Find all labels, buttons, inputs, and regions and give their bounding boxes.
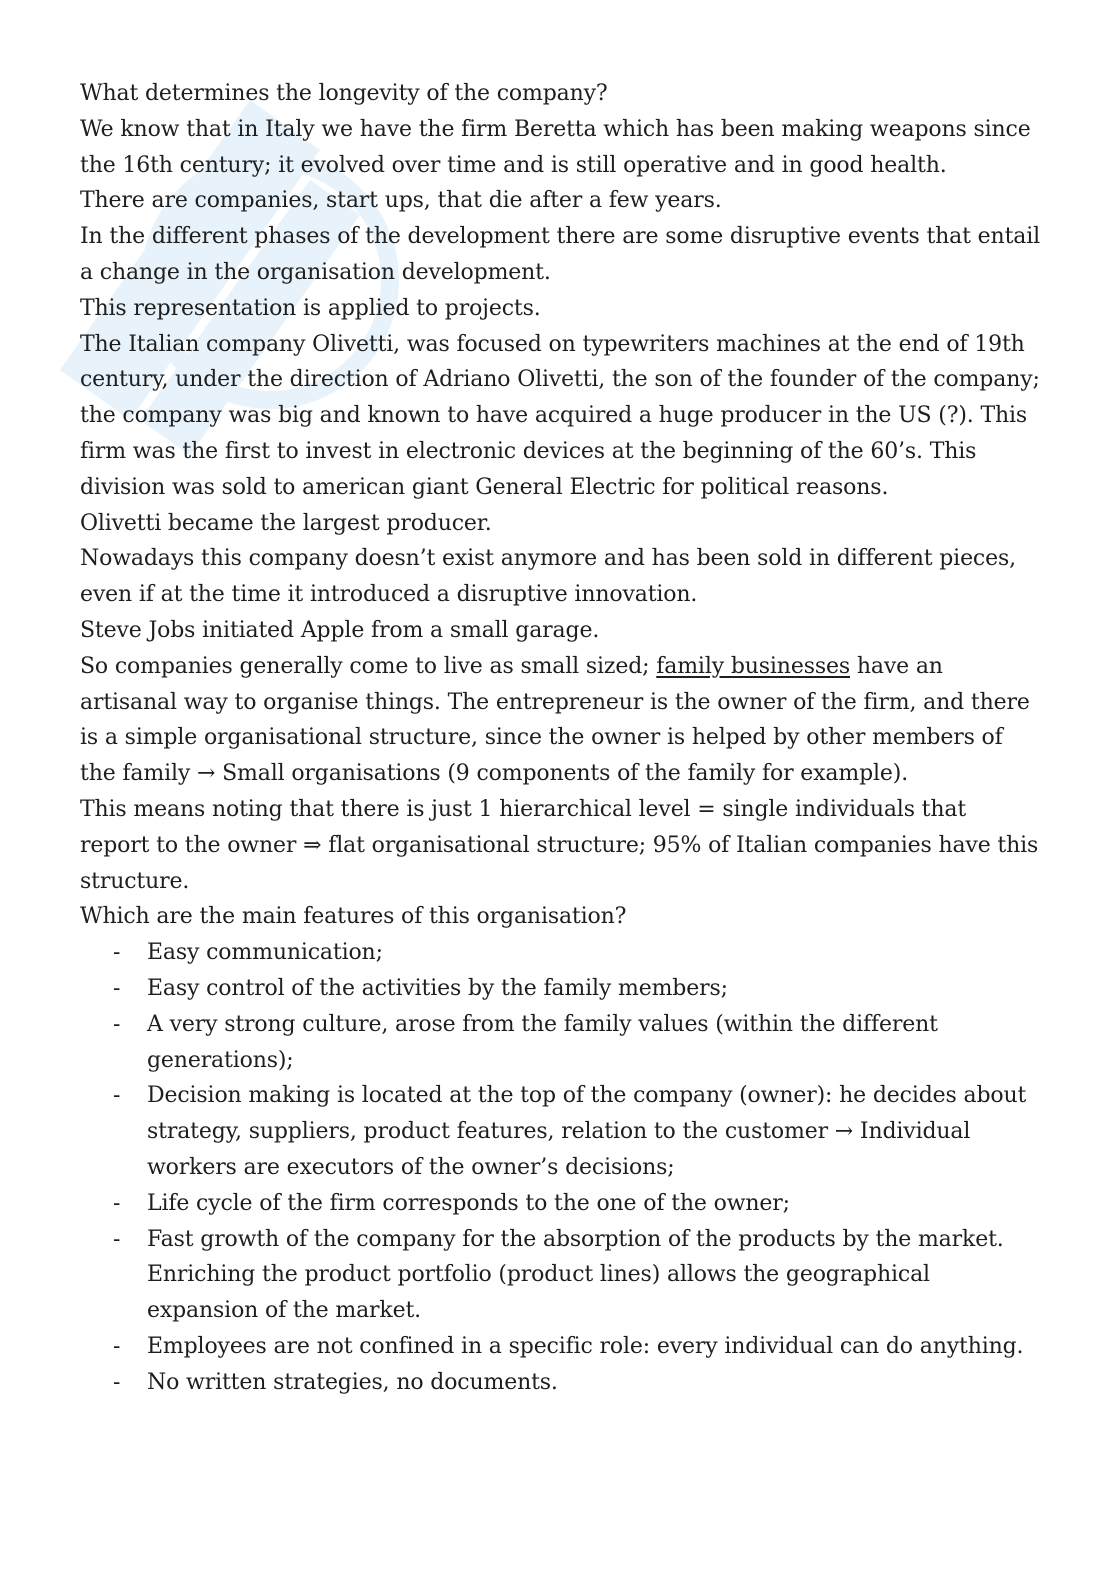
family-text-before: So companies generally come to live as small sized;	[80, 653, 657, 679]
paragraph-projects: This representation is applied to projects.	[80, 295, 541, 321]
bullet-dash: -	[113, 1190, 121, 1216]
bullet-dash: -	[113, 975, 121, 1001]
list-item	[80, 1222, 1040, 1329]
list-item-text: Easy control of the activities by the family members;	[147, 975, 728, 1001]
list-item	[80, 1078, 1040, 1185]
list-item	[80, 935, 1040, 971]
paragraph-hierarchy: This means noting that there is just 1 hierarchical level = single individuals that report to the owner ⇒ flat organisational structure; 95% of Italian companies have this structure.	[80, 796, 1039, 894]
bullet-dash: -	[113, 1083, 121, 1109]
features-list	[80, 935, 1040, 1400]
paragraph-startups: There are companies, start ups, that die after a few years.	[80, 188, 722, 214]
list-item	[80, 1186, 1040, 1222]
list-item-text: Easy communication;	[147, 940, 383, 966]
bullet-dash: -	[113, 1226, 121, 1252]
family-text-after: have an artisanal way to organise things. The entrepreneur is the owner of the firm, and there is a simple organisational structure, since the owner is helped by other members of the family → Small organisations (9 components of the family for example).	[80, 653, 1030, 787]
bullet-dash: -	[113, 1011, 121, 1037]
list-item-text: Life cycle of the firm corresponds to the one of the owner;	[147, 1190, 790, 1216]
paragraph-family-businesses	[80, 649, 1040, 792]
paragraph-beretta: We know that in Italy we have the firm Beretta which has been making weapons since the 16th century; it evolved over time and is still operative and in good health.	[80, 116, 1031, 178]
bullet-dash: -	[113, 1369, 121, 1395]
paragraph-nowadays: Nowadays this company doesn’t exist anymore and has been sold in different pieces, even if at the time it introduced a disruptive innovation.	[80, 546, 1016, 608]
list-item-text: Decision making is located at the top of the company (owner): he decides about strategy, suppliers, product features, relation to the customer → Individual workers are executors of the owner’s decisions;	[147, 1083, 1027, 1180]
list-item-text: A very strong culture, arose from the family values (within the different generations);	[147, 1011, 938, 1073]
list-item-text: Fast growth of the company for the absorption of the products by the market. Enriching the product portfolio (product lines) allows the geographical expansion of the market.	[147, 1226, 1004, 1324]
list-item-text: Employees are not confined in a specific role: every individual can do anything.	[147, 1333, 1024, 1359]
paragraph-longevity-question: What determines the longevity of the company?	[80, 81, 608, 106]
list-item-text: No written strategies, no documents.	[147, 1369, 558, 1395]
list-item	[80, 971, 1040, 1007]
paragraph-olivetti: The Italian company Olivetti, was focused on typewriters machines at the end of 19th century, under the direction of Adriano Olivetti, the son of the founder of the company; the company was big and known to have acquired a huge producer in the US (?). This firm was the first to invest in electronic devices at the beginning of the 60’s. This division was sold to american giant General Electric for political reasons.	[80, 331, 1040, 500]
paragraph-disruptive-events: In the different phases of the development there are some disruptive events that entail a change in the organisation development.	[80, 224, 1040, 285]
paragraph-olivetti-producer: Olivetti became the largest producer.	[80, 510, 492, 536]
list-item	[80, 1007, 1040, 1079]
list-item	[80, 1329, 1040, 1365]
document-body	[80, 76, 1040, 1400]
paragraph-features-question: Which are the main features of this organisation?	[80, 904, 627, 930]
bullet-dash: -	[113, 940, 121, 966]
paragraph-steve-jobs: Steve Jobs initiated Apple from a small garage.	[80, 617, 600, 643]
list-item	[80, 1365, 1040, 1401]
family-businesses-underlined: family businesses	[656, 653, 850, 679]
bullet-dash: -	[113, 1333, 121, 1359]
